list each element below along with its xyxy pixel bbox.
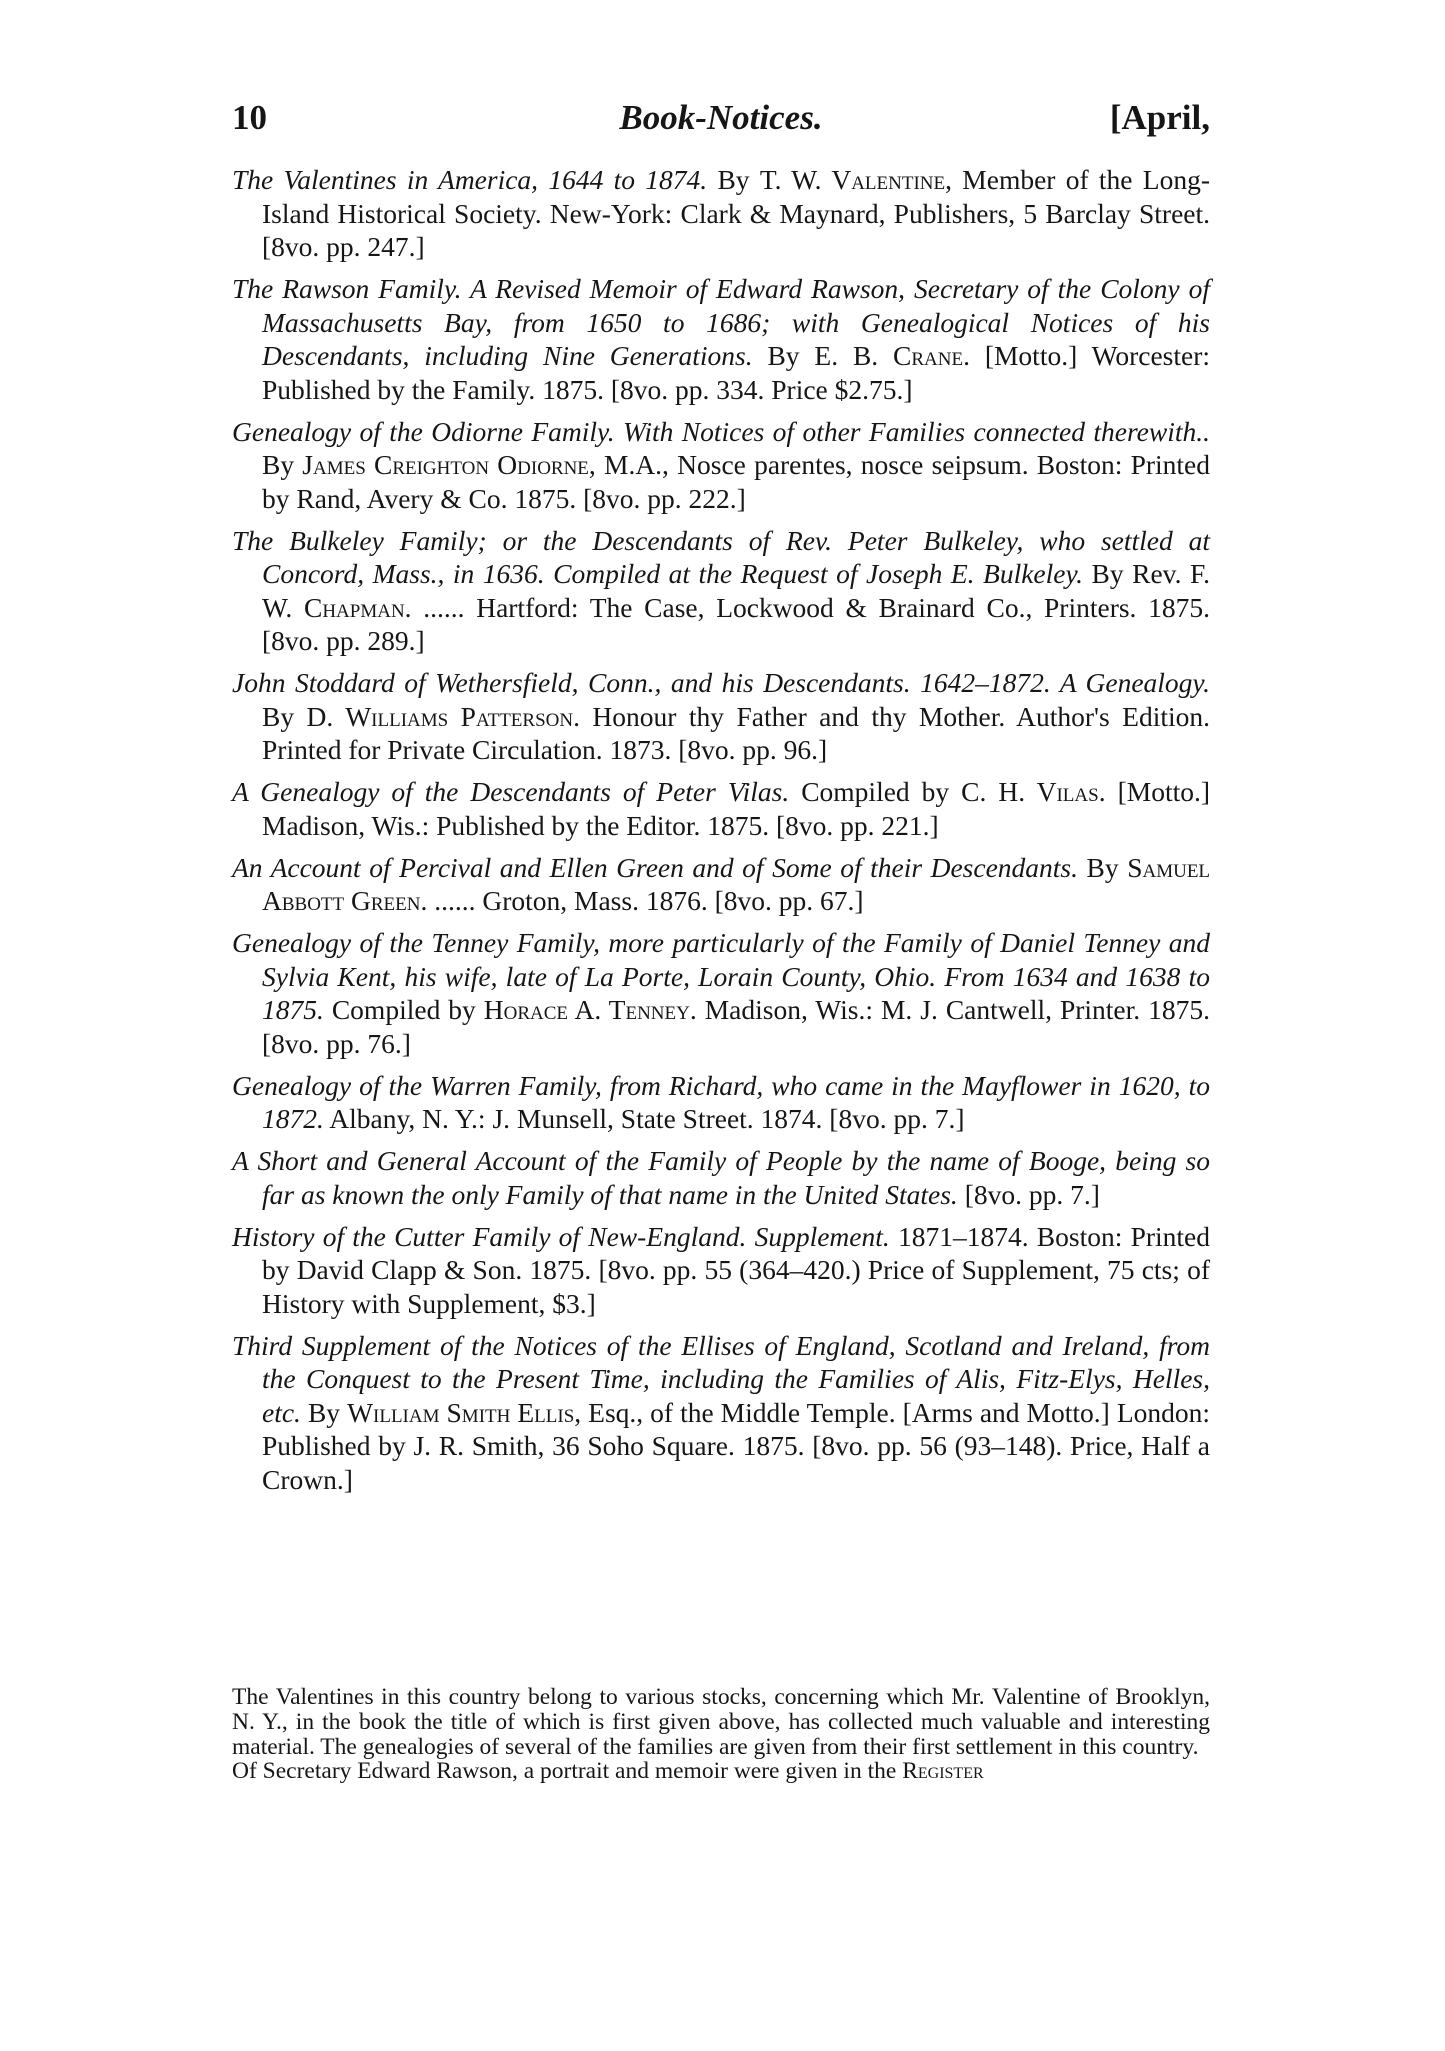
book-entry-rawson: [232, 272, 1210, 406]
page-header: [232, 98, 1210, 146]
entry-publication: ...... Groton, Mass. 1876. [8vo. pp. 67.]: [434, 885, 864, 916]
entry-publication: [Motto.] Worcester: Published by the Family. 1875. [8vo. pp. 334. Price $2.75.]: [262, 340, 1211, 405]
book-entry-valentines: [232, 163, 1210, 264]
entry-title: Genealogy of the Tenney Family, more particularly of the Family of Daniel Tenney and Sylvia Kent, his wife, late of La Porte, Lorain County, Ohio. From 1634 and 1638 to 1875.: [232, 927, 1210, 1025]
entry-pre: Compiled by: [331, 994, 476, 1025]
entry-pre: By Rev.: [1091, 558, 1182, 589]
note-text: Of Secretary Edward Rawson, a portrait and memoir were given in the: [232, 1758, 897, 1785]
entry-title: Third Supplement of the Notices of the Ellises of England, Scotland and Ireland, from the Conquest to the Present Time, including the Families of Alis, Fitz-Elys, Helles, etc.: [232, 1329, 1210, 1428]
entry-author: D. Williams Patterson.: [306, 700, 580, 732]
entry-title: The Bulkeley Family; or the Descendants of Rev. Peter Bulkeley, who settled at Concord, Mass., in 1636. Compiled at the Request of Joseph E. Bulkeley.: [232, 524, 1210, 589]
entry-publication: Honour thy Father and thy Mother. Author's Edition. Printed for Private Circulation. 1873. [8vo. pp. 96.]: [262, 700, 1211, 765]
entry-title: A Short and General Account of the Family of People by the name of Booge, being so far as known the only Family of that name in the United States.: [232, 1145, 1210, 1210]
entry-title: John Stoddard of Wethersfield, Conn., and his Descendants. 1642–1872. A Genealogy.: [232, 667, 1210, 698]
book-entry-odiorne: [232, 415, 1210, 516]
entry-author: C. H. Vilas.: [961, 776, 1106, 807]
entry-author: E. B. Crane.: [814, 340, 970, 371]
entry-pre: Compiled by: [801, 776, 950, 807]
entry-publication: [8vo. pp. 7.]: [964, 1178, 1100, 1210]
entry-title: The Valentines in America, 1644 to 1874.: [232, 164, 708, 195]
entry-author: James Creighton Odiorne,: [302, 449, 596, 480]
entry-publication: Member of the Long-Island Historical Society. New-York: Clark & Maynard, Publishers, 5 Barclay Street. [8vo. pp. 247.]: [262, 164, 1210, 262]
entry-publication: Esq., of the Middle Temple. [Arms and Motto.] London: Published by J. R. Smith, 36 Soho Square. 1875. [8vo. pp. 56 (93–148). Price, Half a Crown.]: [262, 1396, 1211, 1495]
entry-title: History of the Cutter Family of New-England. Supplement.: [232, 1220, 890, 1252]
page-number: 10: [232, 98, 267, 137]
note-paragraph-valentines: The Valentines in this country belong to various stocks, concerning which Mr. Valentine of Brooklyn, N. Y., in the book the title of which is first given above, has collected much valuable and interesting material. The genealogies of several of the families are given from their first settlement in this country.: [232, 1684, 1210, 1760]
header-month: [April,: [1109, 98, 1210, 137]
book-entry-booge: [232, 1144, 1210, 1211]
entry-pre: By: [262, 449, 295, 480]
book-entry-green: [232, 851, 1210, 918]
entry-pre: By: [767, 340, 800, 371]
entry-author: Horace A. Tenney.: [483, 994, 697, 1025]
entry-author: Samuel Abbott Green.: [262, 851, 1211, 916]
entry-pre: By: [262, 700, 295, 732]
entry-title: Genealogy of the Odiorne Family. With Notices of other Families connected therewith..: [232, 415, 1210, 447]
book-entry-tenney: [232, 926, 1210, 1060]
entry-pre: By: [717, 164, 750, 195]
notes-section: [232, 1685, 1210, 1784]
running-title: Book-Notices.: [619, 98, 823, 137]
entry-publication: ...... Hartford: The Case, Lockwood & Brainard Co., Printers. 1875. [8vo. pp. 289.]: [262, 591, 1211, 656]
book-entry-vilas: [232, 775, 1210, 842]
entry-title: An Account of Percival and Ellen Green and of Some of their Descendants.: [232, 851, 1078, 883]
book-entry-warren: [232, 1069, 1210, 1136]
entry-author: F. W. Chapman.: [262, 558, 1210, 623]
book-entry-stoddard: [232, 666, 1210, 767]
entry-author: William Smith Ellis,: [347, 1396, 582, 1428]
entry-publication: Albany, N. Y.: J. Munsell, State Street. 1874. [8vo. pp. 7.]: [329, 1103, 965, 1134]
entry-publication: [Motto.] Madison, Wis.: Published by the Editor. 1875. [8vo. pp. 221.]: [262, 776, 1211, 841]
entry-title: The Rawson Family. A Revised Memoir of Edward Rawson, Secretary of the Colony of Massachusetts Bay, from 1650 to 1686; with Genealogical Notices of his Descendants, including Nine Generations.: [232, 273, 1210, 371]
book-entry-cutter: [232, 1220, 1210, 1321]
entry-publication: 1871–1874. Boston: Printed by David Clapp & Son. 1875. [8vo. pp. 55 (364–420.) Price of Supplement, 75 cts; of History with Supplement, $3.]: [262, 1220, 1211, 1319]
book-notices-list: [232, 163, 1210, 1505]
entry-title: A Genealogy of the Descendants of Peter Vilas.: [232, 776, 790, 807]
register-word: Register: [902, 1758, 984, 1785]
entry-publication: M.A., Nosce parentes, nosce seipsum. Boston: Printed by Rand, Avery & Co. 1875. [8vo. pp. 222.]: [262, 449, 1211, 514]
note-paragraph-rawson: [232, 1759, 1210, 1784]
book-entry-bulkeley: [232, 524, 1210, 658]
entry-pre: By: [1086, 851, 1119, 883]
entry-author: T. W. Valentine,: [759, 164, 952, 195]
entry-publication: Madison, Wis.: M. J. Cantwell, Printer. 1875. [8vo. pp. 76.]: [262, 994, 1210, 1059]
entry-pre: By: [307, 1396, 341, 1428]
book-entry-ellis: [232, 1329, 1210, 1497]
entry-title: Genealogy of the Warren Family, from Richard, who came in the Mayflower in 1620, to 1872.: [232, 1069, 1210, 1134]
